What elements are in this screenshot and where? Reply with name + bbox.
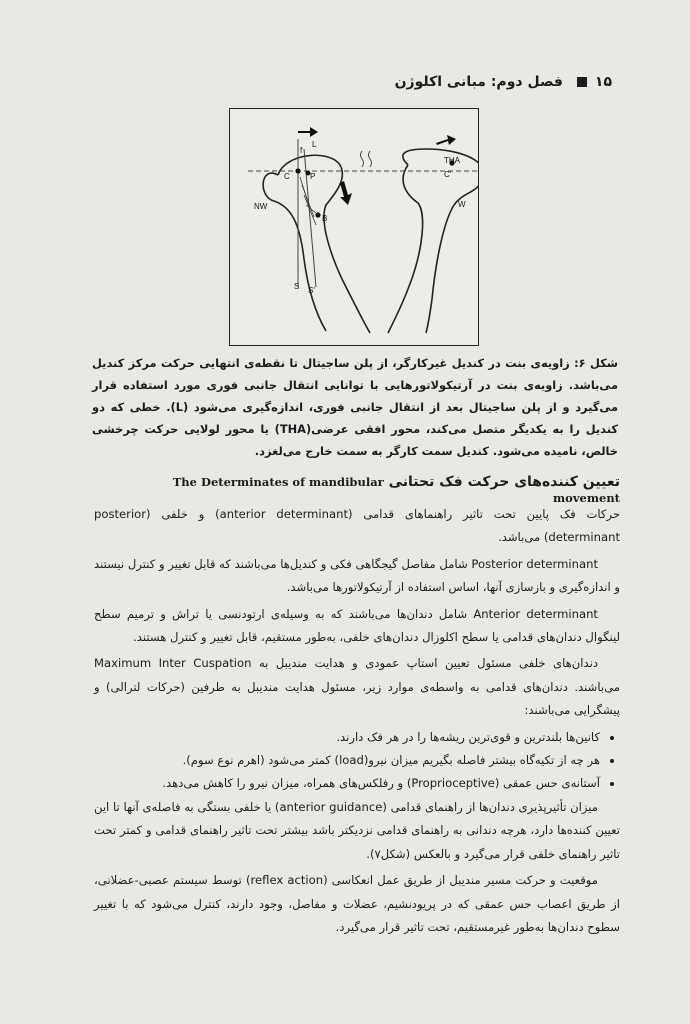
- page-header: [92, 74, 612, 90]
- arrow-down-icon: [340, 181, 352, 205]
- label-b: B: [322, 214, 328, 223]
- paragraph-2: Posterior determinant شامل مفاصل گیجگاهی فکی و کندیل‌ها می‌باشند که قابل تغییر و کنترل نیستند و اندازه‌گیری و بازسازی آنها، اساس استفاده از آرتیکولاتورها می‌باشد.: [94, 556, 620, 595]
- point-b: [315, 212, 320, 217]
- bullet-list: [94, 726, 620, 796]
- bullet-item-1: • کانین‌ها بلندترین و قوی‌ترین ریشه‌ها را در هر فک دارند.: [94, 726, 600, 749]
- body-text: [94, 503, 620, 942]
- label-w: W: [458, 200, 466, 209]
- working-condyle-outline: [388, 149, 478, 333]
- label-nw: NW: [254, 202, 268, 211]
- section-heading: [150, 474, 620, 506]
- label-s-prime: S': [308, 286, 315, 295]
- figure-caption: شکل ۶: زاویه‌ی بنت در کندیل غیرکارگر، از پلن ساجیتال تا نقطه‌ی انتهایی حرکت مرکز کندیل می‌باشد. زاویه‌ی بنت در آرتیکولاتورهایی با توانایی انتقال جانبی فوری مورد استفاده قرار می‌گیرد و از پلن ساجیتال بعد از انتقال جانبی فوری، اندازه‌گیری می‌شود (L). خطی که دو کندیل را به یکدیگر متصل می‌کند، محور افقی عرضی(THA) یا محور لولایی حرکت چرخشی خالص، نامیده می‌شود. کندیل سمت کارگر به سمت خارج می‌لغزد.: [92, 356, 618, 458]
- label-c: C: [284, 172, 290, 181]
- bullet-item-3: • آستانه‌ی حس عمقی (Proprioceptive) و رفلکس‌های همراه، میزان نیرو را کاهش می‌دهد.: [94, 772, 600, 795]
- arrow-working-icon: [436, 135, 456, 145]
- bennett-angle-hatch: [300, 177, 316, 225]
- paragraph-3: Anterior determinant شامل دندان‌ها می‌باشند که به وسیله‌ی ارتودنسی یا تراش و ترمیم سطح لینگوال دندان‌های قدامی یا سطح اکلوزال دندان‌های خلفی، به‌طور مستقیم، قابل تغییر و کنترل هستند.: [94, 606, 620, 645]
- header-square-icon: [577, 77, 587, 87]
- section-heading-en: The Determinates of mandibular movement: [172, 475, 620, 505]
- label-c-prime: C': [444, 170, 452, 179]
- figure-bennett-angle: [229, 108, 479, 346]
- paragraph-6: موقعیت و حرکت مسیر مندیبل از طریق عمل انعکاسی (reflex action) توسط سیستم عصبی-عضلانی، از طریق اعصاب حس عمقی که در پریودنشیم، عضلات و مفاصل، وجود دارند، کنترل می‌شود که با تغییر سطوح دندان‌ها به‌طور غیرمستقیم، تحت تاثیر قرار می‌گیرد.: [94, 873, 620, 934]
- page-number: ۱۵: [594, 74, 612, 90]
- nonworking-condyle-outline: [263, 155, 370, 333]
- label-p: P: [310, 172, 316, 181]
- bullet-item-2: • هر چه از تکیه‌گاه بیشتر فاصله بگیریم میزان نیرو(load) کمتر می‌شود (اهرم نوع سوم).: [94, 749, 600, 772]
- label-s: S: [294, 282, 300, 291]
- chapter-title: فصل دوم: مبانی اکلوژن: [394, 74, 563, 90]
- arrow-l-icon: [298, 127, 318, 137]
- point-c: [295, 168, 300, 173]
- label-f: f: [300, 146, 303, 155]
- paragraph-1: حرکات فک پایین تحت تاثیر راهنماهای قدامی (anterior determinant) و خلفی (posterior determinant) می‌باشد.: [94, 507, 621, 545]
- label-l: L: [312, 140, 317, 149]
- section-heading-fa: تعیین کننده‌های حرکت فک تحتانی: [388, 474, 620, 490]
- label-tha: THA: [444, 156, 460, 165]
- paragraph-5: میزان تأثیرپذیری دندان‌ها از راهنمای قدامی (anterior guidance) یا خلفی بستگی به فاصله‌ی آنها تا این تعیین کننده‌ها دارد، هرچه دندانی به راهنمای قدامی نزدیکتر باشد بیشتر تحت تاثیر راهنمای قدامی و کمتر تحت تاثیر راهنمای خلفی قرار می‌گیرد و بالعکس (شکل۷).: [94, 799, 620, 861]
- condyle-diagram: [230, 109, 478, 345]
- paragraph-4: دندان‌های خلفی مسئول تعیین استاپ عمودی و هدایت مندیبل به Maximum Inter Cuspation می‌باشند. دندان‌های قدامی به واسطه‌ی موارد زیر، مسئول هدایت مندیبل به طرفین (حرکات لترالی) و پیشگرایی می‌باشند:: [94, 656, 620, 718]
- break-mark-icon: [361, 151, 372, 167]
